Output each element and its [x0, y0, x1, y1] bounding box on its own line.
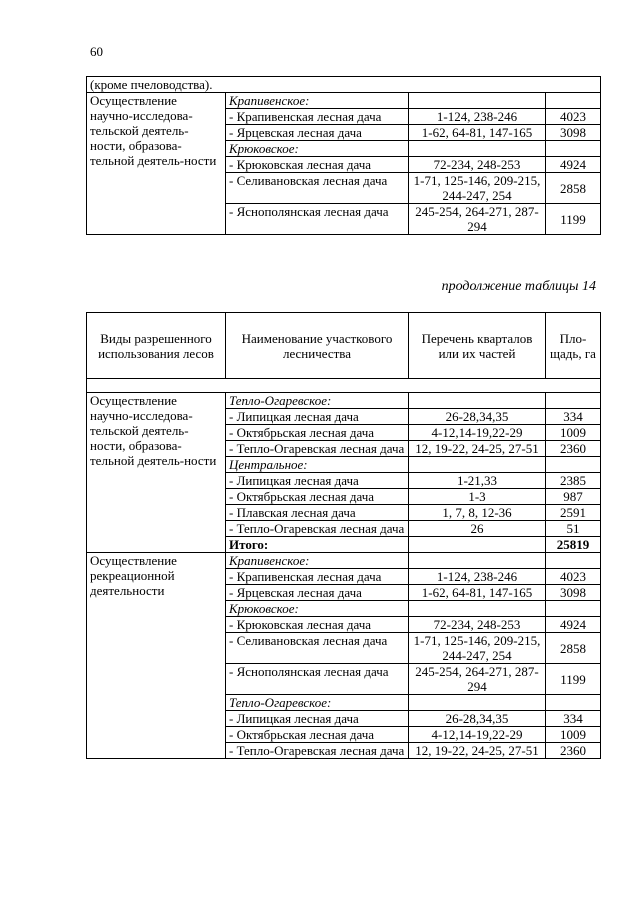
area-value: 1199 [546, 204, 601, 235]
empty-cell [546, 141, 601, 157]
forest-dacha-name: - Тепло-Огаревская лесная дача [226, 743, 409, 759]
area-value: 51 [546, 521, 601, 537]
quarters-list: 1-124, 238-246 [409, 569, 546, 585]
area-value: 334 [546, 711, 601, 727]
quarters-list: 1-71, 125-146, 209-215, 244-247, 254 [409, 633, 546, 664]
area-value: 2385 [546, 473, 601, 489]
forest-dacha-name: - Селивановская лесная дача [226, 173, 409, 204]
header-use-type: Виды разрешенного использования лесов [87, 313, 226, 379]
area-value: 2360 [546, 441, 601, 457]
area-value: 1009 [546, 425, 601, 441]
area-value: 1199 [546, 664, 601, 695]
empty-cell [409, 537, 546, 553]
district-subheader: Крюковское: [226, 601, 409, 617]
quarters-list: 1-71, 125-146, 209-215, 244-247, 254 [409, 173, 546, 204]
forest-dacha-name: - Плавская лесная дача [226, 505, 409, 521]
forest-dacha-name: - Крапивенская лесная дача [226, 109, 409, 125]
subheader-row [87, 93, 601, 109]
quarters-list: 245-254, 264-271, 287-294 [409, 664, 546, 695]
area-value: 2858 [546, 633, 601, 664]
empty-cell [546, 695, 601, 711]
table-caption: продолжение таблицы 14 [441, 279, 596, 294]
area-value: 4924 [546, 157, 601, 173]
forest-dacha-name: - Липицкая лесная дача [226, 409, 409, 425]
table-header-row [87, 313, 601, 379]
total-area: 25819 [546, 537, 601, 553]
use-type-cell: Осуществление научно-исследова-тельской деятель-ности, образова-тельной деятель-ности [87, 93, 226, 235]
quarters-list: 1-3 [409, 489, 546, 505]
forest-dacha-name: - Крюковская лесная дача [226, 617, 409, 633]
forest-dacha-name: - Яснополянская лесная дача [226, 204, 409, 235]
empty-cell [409, 141, 546, 157]
quarters-list: 1-124, 238-246 [409, 109, 546, 125]
forest-use-table-part2 [86, 312, 601, 759]
subheader-row [87, 393, 601, 409]
quarters-list: 4-12,14-19,22-29 [409, 727, 546, 743]
district-subheader: Крюковское: [226, 141, 409, 157]
area-value: 4023 [546, 569, 601, 585]
header-area: Пло-щадь, га [546, 313, 601, 379]
forest-dacha-name: - Тепло-Огаревская лесная дача [226, 441, 409, 457]
empty-cell [546, 457, 601, 473]
area-value: 2858 [546, 173, 601, 204]
header-quarters: Перечень кварталов или их частей [409, 313, 546, 379]
empty-cell [546, 393, 601, 409]
quarters-list: 1-21,33 [409, 473, 546, 489]
empty-cell [546, 553, 601, 569]
quarters-list: 4-12,14-19,22-29 [409, 425, 546, 441]
empty-cell [409, 93, 546, 109]
area-value: 2360 [546, 743, 601, 759]
empty-cell [409, 695, 546, 711]
quarters-list: 26 [409, 521, 546, 537]
empty-cell [409, 393, 546, 409]
forest-dacha-name: - Липицкая лесная дача [226, 711, 409, 727]
quarters-list: 12, 19-22, 24-25, 27-51 [409, 743, 546, 759]
quarters-list: 26-28,34,35 [409, 711, 546, 727]
table1-body [87, 77, 601, 235]
area-value: 3098 [546, 125, 601, 141]
forest-use-table-part1 [86, 76, 601, 235]
forest-dacha-name: - Октябрьская лесная дача [226, 425, 409, 441]
empty-cell [409, 601, 546, 617]
quarters-list: 72-234, 248-253 [409, 157, 546, 173]
quarters-list: 26-28,34,35 [409, 409, 546, 425]
forest-dacha-name: - Крапивенская лесная дача [226, 569, 409, 585]
total-label: Итого: [226, 537, 409, 553]
use-type-cell: Осуществление научно-исследова-тельской деятель-ности, образова-тельной деятель-ности [87, 393, 226, 553]
empty-cell [546, 93, 601, 109]
forest-dacha-name: - Яснополянская лесная дача [226, 664, 409, 695]
table2-body [87, 313, 601, 759]
quarters-list: 12, 19-22, 24-25, 27-51 [409, 441, 546, 457]
spacer-row [87, 379, 601, 393]
forest-dacha-name: - Октябрьская лесная дача [226, 489, 409, 505]
district-subheader: Тепло-Огаревское: [226, 695, 409, 711]
table-row [87, 77, 601, 93]
subheader-row [87, 553, 601, 569]
quarters-list: 1-62, 64-81, 147-165 [409, 125, 546, 141]
district-subheader: Центральное: [226, 457, 409, 473]
forest-dacha-name: - Октябрьская лесная дача [226, 727, 409, 743]
page-number: 60 [90, 44, 103, 59]
area-value: 987 [546, 489, 601, 505]
forest-dacha-name: - Селивановская лесная дача [226, 633, 409, 664]
forest-dacha-name: - Тепло-Огаревская лесная дача [226, 521, 409, 537]
empty-cell [546, 601, 601, 617]
area-value: 4023 [546, 109, 601, 125]
quarters-list: 72-234, 248-253 [409, 617, 546, 633]
quarters-list: 245-254, 264-271, 287-294 [409, 204, 546, 235]
quarters-list: 1, 7, 8, 12-36 [409, 505, 546, 521]
header-district: Наименование участкового лесничества [226, 313, 409, 379]
district-subheader: Крапивенское: [226, 553, 409, 569]
continued-text: (кроме пчеловодства). [87, 77, 601, 93]
forest-dacha-name: - Крюковская лесная дача [226, 157, 409, 173]
forest-dacha-name: - Ярцевская лесная дача [226, 585, 409, 601]
empty-cell [409, 553, 546, 569]
use-type-cell: Осуществление рекреационной деятельности [87, 553, 226, 759]
district-subheader: Крапивенское: [226, 93, 409, 109]
district-subheader: Тепло-Огаревское: [226, 393, 409, 409]
area-value: 1009 [546, 727, 601, 743]
empty-cell [409, 457, 546, 473]
area-value: 334 [546, 409, 601, 425]
area-value: 3098 [546, 585, 601, 601]
forest-dacha-name: - Ярцевская лесная дача [226, 125, 409, 141]
area-value: 4924 [546, 617, 601, 633]
forest-dacha-name: - Липицкая лесная дача [226, 473, 409, 489]
area-value: 2591 [546, 505, 601, 521]
quarters-list: 1-62, 64-81, 147-165 [409, 585, 546, 601]
